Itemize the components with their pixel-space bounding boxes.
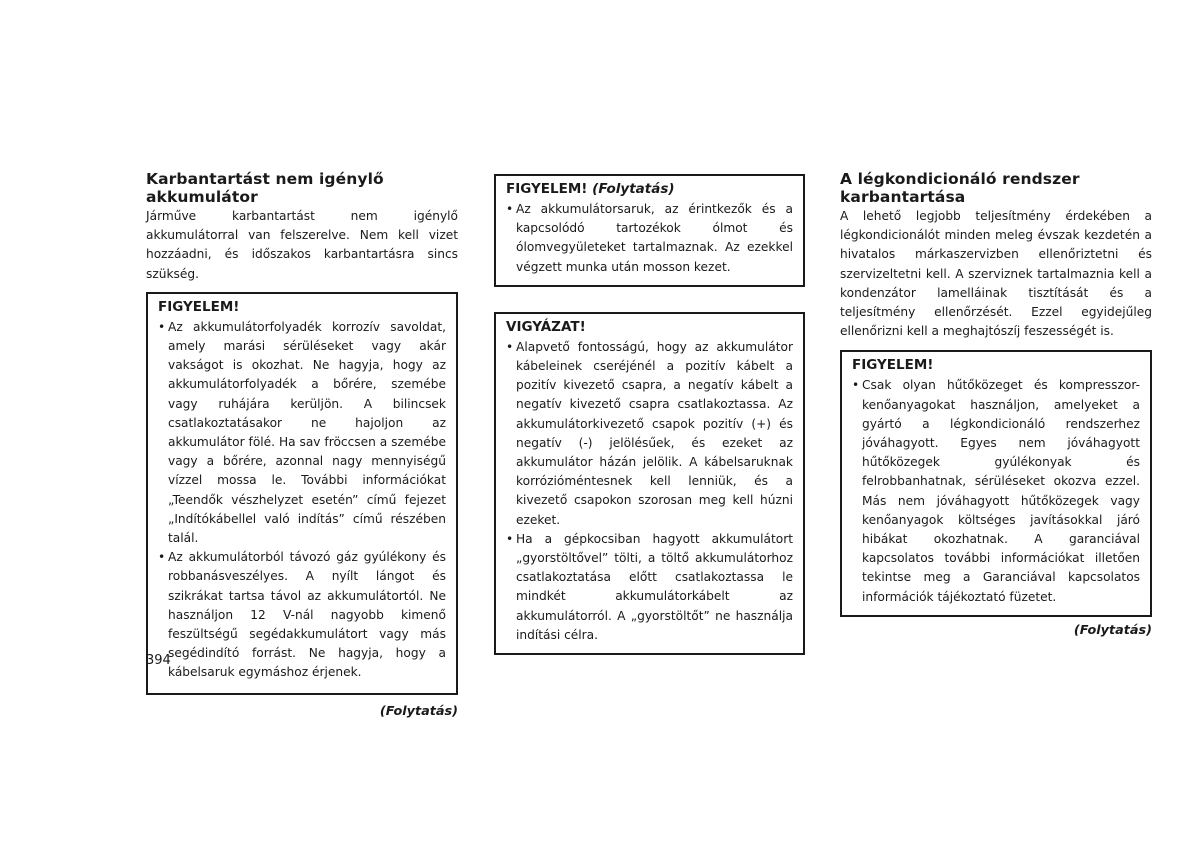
bullet: • (506, 531, 514, 546)
warning-title: FIGYELEM! (158, 298, 240, 315)
caution-item-text: Alapvető fontosságú, hogy az akkumulátor kábeleinek cseréjénél a pozitív kábelt a pozitív kivezető csaprа, a negatív kábelt a negatív kivezető csapra csatlakoztassa. Az akkumulátorkivezető csapok pozitív (+) és negatív (-) jelölésűek, és ezeket az akkumulátor házán jelölik. A kábelsaruknak korrózióméntesnek kell lenniük, és a kivezető csapokon szorosan meg kell húzni ezeket. (516, 339, 793, 527)
column-left (146, 170, 458, 721)
warning-box-continued (494, 174, 805, 287)
bullet: • (158, 550, 166, 565)
warning-box-battery (146, 292, 458, 695)
warning-item-text: Az akkumulátorból távozó gáz gyúlékony és robbanásveszélyes. A nyílt lángot és szikrákat tartsa távol az akkumulátortól. Ne használjon 12 V-nál nagyobb kimenő feszültségű segédakkumulátort vagy más segédindító forrást. Ne hagyja, hogy a kábelsaruk egymáshoz érjenek. (168, 550, 446, 680)
warning-item (852, 376, 1140, 606)
caution-list (506, 338, 793, 645)
bullet: • (158, 319, 166, 334)
warning-box-ac (840, 350, 1152, 616)
warning-list (852, 376, 1140, 606)
warning-item-text: Az akkumulátorsaruk, az érintkezők és a kapcsolódó tartozékok ólmot és ólomvegyületeket tartalmaznak. Az ezekkel végzett munka után mosson kezet. (516, 202, 793, 274)
warning-title-text: FIGYELEM! (506, 181, 588, 197)
battery-paragraph: Járműve karbantartást nem igénylő akkumulátorral van felszerelve. Nem kell vizet hozzáadni, és időszakos karbantartásra sincs szükség. (146, 209, 458, 281)
caution-item (506, 530, 793, 645)
caution-title: VIGYÁZAT! (506, 318, 586, 335)
column-right (840, 170, 1152, 640)
caution-item-text: Ha a gépkocsiban hagyott akkumulátort „gyorstöltővel” tölti, a töltő akkumulátorhoz csatlakoztatása előtt csatlakoztassa le mindkét akkumulátorkábelt az akkumulátorról. A „gyorstöltőt” ne használja indítási célra. (516, 531, 793, 642)
warning-list (158, 318, 446, 683)
caution-box (494, 312, 805, 655)
warning-item-text: Az akkumulátorfolyadék korrozív savoldat, amely marási sérüléseket vagy akár vakságot is okozhat. Ne hagyja, hogy az akkumulátorfolyadék a bőrére, szemébe vagy ruhájára kerüljön. A bilincsek csatlakoztatásakor ne hajoljon az akkumulátor fölé. Ha sav fröccsen a szemébe vagy a bőrére, azonnal nagy mennyiségű vízzel mossa le. További információkat „Teendők vészhelyzet esetén” című fejezet „Indítókábellel való indítás” című részében talál. (168, 319, 446, 546)
warning-title: FIGYELEM! (852, 357, 934, 374)
bullet: • (852, 378, 860, 393)
warning-item-text: Csak olyan hűtőközeget és kompresszor-kenőanyagokat használjon, amelyeket a gyártó a légkondicionáló rendszerhez jóváhagyott. Egyes nem jóváhagyott hűtőközegek gyúlékonyak és felrobbanhatnak, sérüléseket okozva ezzel. Más nem jóváhagyott hűtőközegek vagy kenőanyagok költséges javításokkal járó hibákat okozhatnak. A garanciával kapcsolatos további információkat illetően tekintse meg a Garanciával kapcsolatos információk tájékoztató füzetet. (862, 378, 1140, 604)
ac-paragraph: A lehető legjobb teljesítmény érdekében a légkondicionálót minden meleg évszak kezdetén a hivatalos márkaszervizben ellenőriztetni és szervizeltetni kell. A szerviznek tartalmaznia kell a kondenzátor lamelláinak tisztítását és a teljesítmény ellenőrzését. Ezzel egyidejűleg ellenőrizni kell a meghajtószíj feszességét is. (840, 209, 1152, 339)
bullet: • (506, 339, 514, 354)
page-number: 394 (146, 653, 171, 668)
warning-title-suffix: (Folytatás) (592, 181, 675, 197)
bullet: • (506, 202, 514, 216)
warning-title (506, 180, 793, 199)
caution-item (506, 338, 793, 530)
warning-item (158, 318, 446, 548)
warning-item (158, 548, 446, 682)
column-middle (494, 174, 805, 655)
continued-label: (Folytatás) (379, 703, 458, 719)
section-heading-ac: A légkondicionáló rendszer karbantartása (840, 170, 1080, 206)
warning-item (506, 200, 793, 277)
section-heading-battery: Karbantartást nem igénylő akkumulátor (146, 170, 384, 206)
warning-list (506, 200, 793, 277)
continued-label: (Folytatás) (1073, 622, 1152, 638)
